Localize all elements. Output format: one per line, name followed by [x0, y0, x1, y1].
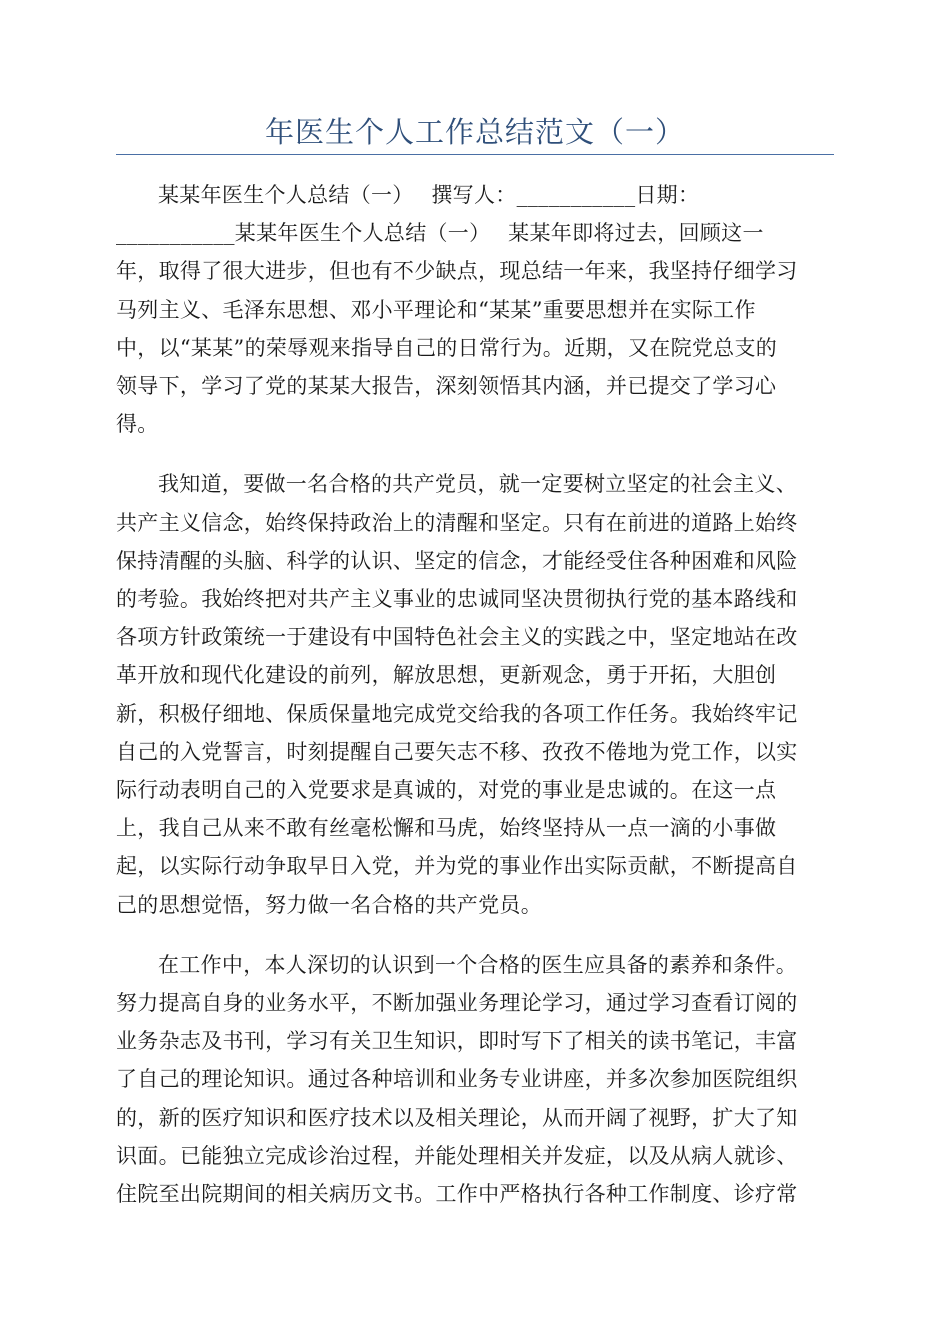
text-line: 的，新的医疗知识和医疗技术以及相关理论，从而开阔了视野，扩大了知	[116, 1105, 798, 1130]
text-line: 马列主义、毛泽东思想、邓小平理论和“某某”重要思想并在实际工作	[116, 297, 756, 322]
paragraph-3	[116, 946, 834, 1213]
text-line: 的考验。我始终把对共产主义事业的忠诚同坚决贯彻执行党的基本路线和	[116, 587, 798, 612]
text-line: 在工作中，本人深切的认识到一个合格的医生应具备的素养和条件。	[158, 952, 797, 977]
text-line: 际行动表明自己的入党要求是真诚的，对党的事业是忠诚的。在这一点	[116, 778, 777, 803]
document-title: 年医生个人工作总结范文（一）	[264, 115, 685, 149]
text-line: 起，以实际行动争取早日入党，并为党的事业作出实际贡献，不断提高自	[116, 854, 798, 879]
text-line: 共产主义信念，始终保持政治上的清醒和坚定。只有在前进的道路上始终	[116, 510, 798, 535]
text-line: 己的思想觉悟，努力做一名合格的共产党员。	[116, 892, 542, 917]
text-line: 住院至出院期间的相关病历文书。工作中严格执行各种工作制度、诊疗常	[116, 1182, 798, 1207]
text-line: 业务杂志及书刊，学习有关卫生知识，即时写下了相关的读书笔记，丰富	[116, 1029, 798, 1054]
paragraph-1	[116, 176, 834, 443]
text-line: 新，积极仔细地、保质保量地完成党交给我的各项工作任务。我始终牢记	[116, 701, 798, 726]
text-line: 自己的入党誓言，时刻提醒自己要矢志不移、孜孜不倦地为党工作，以实	[116, 739, 798, 764]
text-line: 保持清醒的头脑、科学的认识、坚定的信念，才能经受住各种困难和风险	[116, 548, 798, 573]
text-line: 领导下，学习了党的某某大报告，深刻领悟其内涵，并已提交了学习心	[116, 374, 777, 399]
text-line: 革开放和现代化建设的前列，解放思想，更新观念，勇于开拓，大胆创	[116, 663, 777, 688]
text-line: 努力提高自身的业务水平，不断加强业务理论学习，通过学习查看订阅的	[116, 991, 798, 1016]
text-line: 各项方针政策统一于建设有中国特色社会主义的实践之中，坚定地站在改	[116, 625, 798, 650]
text-line: 年，取得了很大进步，但也有不少缺点，现总结一年来，我坚持仔细学习	[116, 259, 798, 284]
paragraph-2	[116, 465, 834, 923]
text-line: 某某年医生个人总结（一） 撰写人：___________日期：	[158, 183, 700, 207]
text-line: 得。	[116, 412, 159, 437]
document-body	[116, 176, 834, 1235]
title-underline	[116, 154, 834, 155]
text-line: 中，以“某某”的荣辱观来指导自己的日常行为。近期，又在院党总支的	[116, 335, 778, 360]
text-line: ___________某某年医生个人总结（一） 某某年即将过去，回顾这一	[116, 221, 764, 246]
text-line: 我知道，要做一名合格的共产党员，就一定要树立坚定的社会主义、	[158, 472, 797, 497]
text-line: 识面。已能独立完成诊治过程，并能处理相关并发症，以及从病人就诊、	[116, 1143, 798, 1168]
text-line: 了自己的理论知识。通过各种培训和业务专业讲座，并多次参加医院组织	[116, 1067, 798, 1092]
text-line: 上，我自己从来不敢有丝毫松懈和马虎，始终坚持从一点一滴的小事做	[116, 816, 777, 841]
